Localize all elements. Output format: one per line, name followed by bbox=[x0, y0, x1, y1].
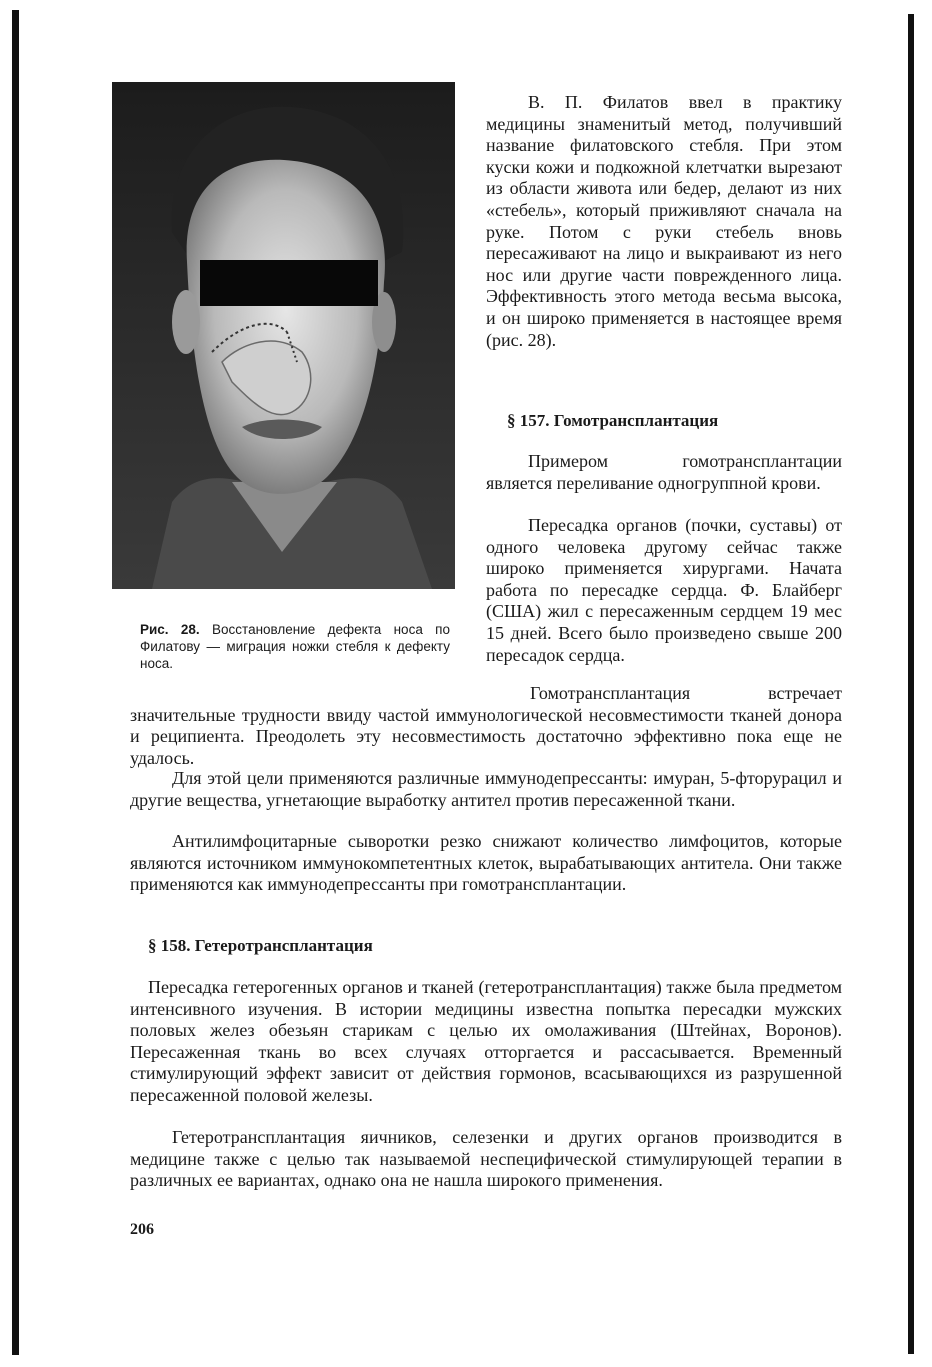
paragraph-homo-5: Антилимфоцитарные сыворотки резко снижают количество лимфоцитов, которые являются источником иммунокомпетентных клеток, вырабатывающих антитела. Они также применяются как иммунодепрессанты при гомотрансплантации. bbox=[130, 831, 842, 895]
section-157-heading: § 157. Гомотрансплантация bbox=[507, 411, 719, 430]
paragraph-homo-3: Гомотрансплантация встречает значительные трудности ввиду частой иммунологической несовместимости тканей донора и реципиента. Преодолеть эту несовместимость достаточно эффективно пока еще не удалось. bbox=[130, 683, 842, 768]
paragraph-hetero-2: Гетеротрансплантация яичников, селезенки и других органов производится в медицине также с целью так называемой неспецифической стимулирующей терапии в различных ее вариантах, однако она не нашла широкого применения. bbox=[130, 1127, 842, 1191]
figure-caption-label: Рис. 28. bbox=[140, 622, 200, 637]
figure-caption-text: Восстановление дефекта носа по Филатову — миграция ножки стебля к дефекту носа. bbox=[140, 622, 450, 671]
paragraph-homo-2: Пересадка органов (почки, суставы) от одного человека другому сейчас также широко применяется хирургами. Начата работа по пересадке сердца. Ф. Блайберг (США) жил с пересаженным сердцем 19 мес 15 дней. Всего было произведено свыше 200 пересадок сердца. bbox=[486, 515, 842, 665]
paragraph-homo-1: Примером гомотрансплантации является переливание одногруппной крови. bbox=[486, 451, 842, 493]
page-number: 206 bbox=[130, 1221, 154, 1238]
figure-caption bbox=[140, 621, 450, 672]
scan-edge-right bbox=[908, 14, 914, 1354]
paragraph-filatov: В. П. Филатов ввел в практику медицины знаменитый метод, получивший название филатовского стебля. При этом куски кожи и подкожной клетчатки вырезают из области живота или бедер, делают из них «стебель», который приживляют сначала на руке. Потом с руки стебель вновь пересаживают на лицо и выкраивают из него нос или другие части поврежденного лица. Эффективность этого метода весьма высока, и он широко применяется в настоящее время (рис. 28). bbox=[486, 92, 842, 350]
paragraph-homo-4: Для этой цели применяются различные иммунодепрессанты: имуран, 5-фторурацил и другие вещества, угнетающие выработку антител против пересаженной ткани. bbox=[130, 768, 842, 810]
scan-edge-left bbox=[12, 10, 19, 1355]
figure-photo bbox=[112, 82, 455, 589]
section-158-heading: § 158. Гетеротрансплантация bbox=[148, 936, 373, 955]
paragraph-hetero-1: Пересадка гетерогенных органов и тканей (гетеротрансплантация) также была предметом интенсивного изучения. В истории медицины известна попытка пересадки мужских половых желез обезьян старикам с целью их омолаживания (Штейнах, Воронов). Пересаженная ткань во всех случаях отторгается и рассасывается. Временный стимулирующий эффект зависит от действия гормонов, всасывающихся из разрушенной пересаженной половой железы. bbox=[130, 977, 842, 1105]
